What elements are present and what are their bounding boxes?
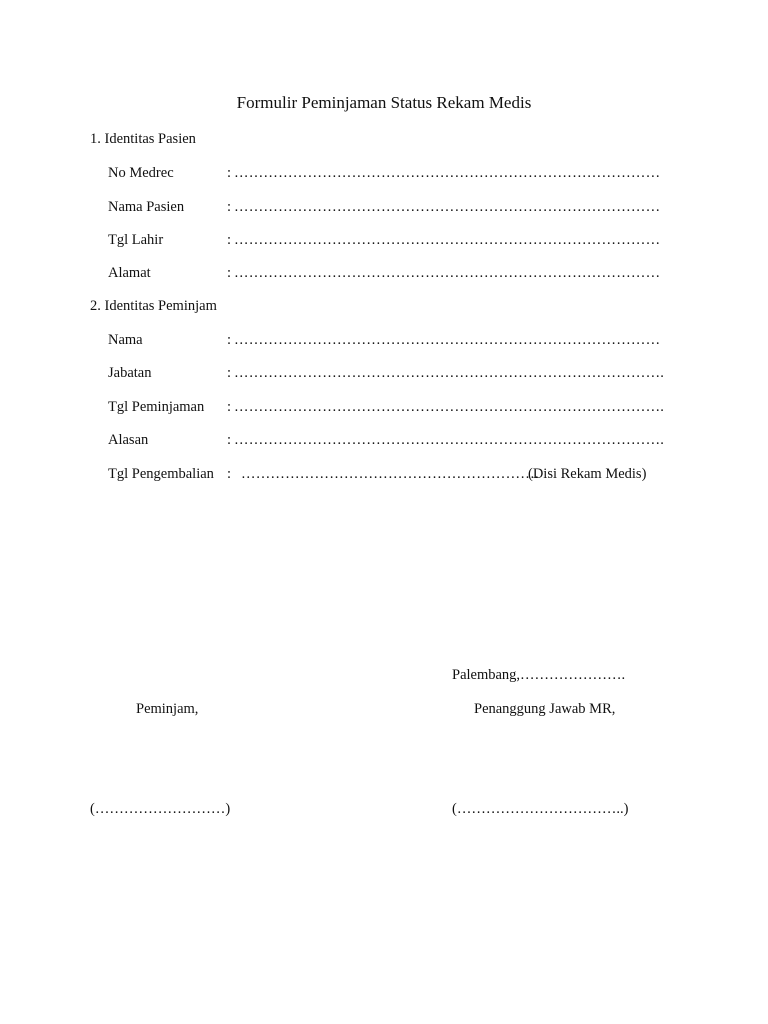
field-dots-alamat: …………………………………………………………………………… [234, 265, 661, 281]
field-label-tgl-peminjaman: Tgl Peminjaman [108, 399, 205, 415]
field-dots-jabatan: ……………………………………………………………………………. [234, 365, 665, 381]
field-colon: : [227, 399, 232, 415]
field-colon: : [227, 365, 232, 381]
field-dots-alasan: ……………………………………………………………………………. [234, 432, 665, 448]
field-colon: : [227, 466, 232, 482]
field-label-no-medrec: No Medrec [108, 165, 174, 181]
field-label-jabatan: Jabatan [108, 365, 152, 381]
field-dots-nama: …………………………………………………………………………… [234, 332, 661, 348]
field-dots-nama-pasien: …………………………………………………………………………… [234, 199, 661, 215]
field-colon: : [227, 332, 232, 348]
form-title: Formulir Peminjaman Status Rekam Medis [236, 93, 532, 112]
field-label-alamat: Alamat [108, 265, 151, 281]
field-dots-tgl-peminjaman: ……………………………………………………………………………. [234, 399, 665, 415]
field-label-nama-pasien: Nama Pasien [108, 199, 185, 215]
field-colon: : [227, 232, 232, 248]
responsible-signature-label: Penanggung Jawab MR, [474, 701, 616, 717]
field-label-tgl-pengembalian: Tgl Pengembalian [108, 466, 214, 482]
field-label-alasan: Alasan [108, 432, 149, 448]
section-heading-patient: 1. Identitas Pasien [90, 131, 196, 147]
field-colon: : [227, 432, 232, 448]
field-label-tgl-lahir: Tgl Lahir [108, 232, 164, 248]
borrower-signature-label: Peminjam, [136, 701, 199, 717]
field-note-rekam-medis: (Disi Rekam Medis) [528, 466, 647, 482]
field-colon: : [227, 199, 232, 215]
field-colon: : [227, 165, 232, 181]
field-dots-no-medrec: …………………………………………………………………………… [234, 165, 661, 181]
field-colon: : [227, 265, 232, 281]
field-label-nama: Nama [108, 332, 143, 348]
field-dots-tgl-pengembalian: ……………………………………………………. [241, 466, 539, 482]
section-heading-borrower: 2. Identitas Peminjam [90, 298, 217, 314]
field-dots-tgl-lahir: …………………………………………………………………………… [234, 232, 661, 248]
responsible-signature-line: (……………………………..) [452, 801, 629, 817]
borrower-signature-line: (………………………) [90, 801, 231, 817]
place-date-line: Palembang,…………………. [452, 667, 626, 683]
